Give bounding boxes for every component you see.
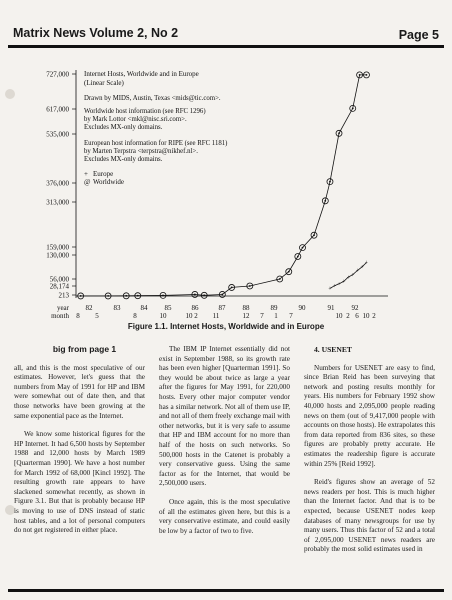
paragraph: Reid's figures show an average of 52 news readers per host. This is much higher than the Internet factor. And that is to be expected, because USENET nodes keep databases of many newsgroups for use by many users. Thus this factor of 52 and a total of 2,095,000 USENET news readers are probably the most solid estimates used in [304,478,435,554]
worldwide-point-center [329,181,331,183]
worldwide-point-center [352,107,354,109]
worldwide-point-center [288,271,290,273]
worldwide-point-center [137,295,139,297]
y-tick-label: 727,000 [46,70,69,79]
worldwide-point-center [366,74,368,76]
worldwide-point-center [302,247,304,249]
worldwide-point-center [359,74,361,76]
worldwide-point-center [313,234,315,236]
chart-note: Excludes MX-only domains. [84,124,163,131]
x-month-label: 6 [355,312,359,320]
europe-point: + [364,260,369,267]
chart-note: Worldwide host information (see RFC 1296) [84,108,206,115]
chart-note: by Mark Lottor <mkl@nisc.sri.com>. [84,116,187,123]
chart-legend [84,170,124,186]
y-tick-label: 28,174 [49,282,69,291]
worldwide-point-center [231,287,233,289]
europe-point: + [328,286,332,293]
host-growth-chart [0,62,452,320]
worldwide-point-center [297,256,299,258]
x-year-label: 92 [351,304,359,312]
paragraph: We know some historical figures for the HP Internet. It had 6,500 hosts by September 1988 and 12,000 hosts by March 1989 [Quarterman 1990]. We have a host number for March 1992 of 68,000 [Kincl 1992]. The resulting growth rate appears to have slackened somewhat recently, as shown in Figure 3.1. But that is probably because HP is moving to use of DNS instead of static host tables, and a lot of personal computers do not get registered in either place. [14,430,145,535]
worldwide-point-center [162,295,164,297]
y-tick-label: 617,000 [46,105,69,114]
x-month-label: 10 [362,312,370,320]
x-month-label: 2 [346,312,350,320]
y-axis [46,70,76,299]
x-year-label: 88 [242,304,250,312]
worldwide-point-center [80,295,82,297]
x-year-label: 83 [113,304,121,312]
chart-subtitle: (Linear Scale) [84,79,124,87]
legend-marker: @ [84,178,91,186]
x-row-label-year: year [56,304,69,312]
legend-marker: + [84,170,88,178]
y-tick-label: 213 [58,291,69,300]
europe-point: + [337,282,341,289]
header-rule [8,45,444,48]
section-heading: 4. USENET [314,345,352,354]
chart-notes [84,70,227,163]
paragraph: all, and this is the most speculative of our estimates. However, let's guess that the numbers from May of 1991 for HP and IBM were somewhat out of date then, and that those networks have been growing at the same exponential pace as the Internet. [14,363,145,420]
newsletter-title: Matrix News Volume 2, No 2 [13,26,179,40]
legend-label: Worldwide [93,178,124,186]
chart-title: Internet Hosts, Worldwide and in Europe [84,70,199,78]
x-month-label: 10 [159,312,167,320]
y-tick-label: 313,000 [46,198,69,207]
y-tick-label: 56,000 [49,275,69,284]
worldwide-point-center [203,294,205,296]
middle-column [159,345,290,536]
x-year-label: 90 [298,304,306,312]
x-month-label: 2 [372,312,376,320]
paragraph: Once again, this is the most speculative of all the estimates given here, but this is a very conservative estimate, and could easily be low by a factor of two to five. [159,497,290,535]
x-year-label: 86 [191,304,199,312]
y-tick-label: 130,000 [46,251,69,260]
paragraph: Numbers for USENET are easy to find, since Brian Reid has been surveying that network and posting results monthly for years. His numbers for February 1992 show 40,000 hosts and 2,095,000 people reading news on them (out of 9,417,000 people with accounts on those hosts). He extrapolates this from data reported from 836 sites, so these figures are probably pretty accurate. He estimates the readership figure is accurate within 25% [Reid 1992]. [304,363,435,468]
x-month-label: 5 [95,312,99,320]
worldwide-point-center [324,200,326,202]
chart-note: by Marten Terpstra <terpstra@nikhef.nl>. [84,148,198,155]
x-year-label: 91 [327,304,335,312]
x-month-label: 1 [274,312,278,320]
y-tick-label: 159,000 [46,243,69,252]
x-year-label: 89 [270,304,278,312]
footer-rule [8,589,444,592]
europe-point: + [360,265,364,272]
x-month-label: 10 [185,312,193,320]
worldwide-point-center [338,132,340,134]
x-year-label: 82 [85,304,93,312]
figure-caption: Figure 1.1. Internet Hosts, Worldwide and in Europe [127,322,325,331]
legend-label: Europe [93,170,114,178]
y-tick-label: 535,000 [46,130,69,139]
worldwide-point-center [194,294,196,296]
x-month-label: 7 [260,312,264,320]
x-year-label: 85 [164,304,172,312]
y-tick-label: 376,000 [46,179,69,188]
x-axis [51,304,376,320]
x-month-label: 11 [212,312,220,320]
x-month-label: 10 [335,312,343,320]
x-month-label: 7 [289,312,293,320]
page-number: Page 5 [398,28,439,42]
worldwide-point-center [125,295,127,297]
worldwide-point-center [107,295,109,297]
europe-point: + [332,283,337,290]
right-column [304,345,435,555]
x-month-label: 2 [194,312,198,320]
europe-point: + [355,268,360,275]
chart-note: Drawn by MIDS, Austin, Texas <mids@tic.com>. [84,95,221,102]
worldwide-point-center [279,278,281,280]
x-year-label: 87 [218,304,226,312]
left-column [14,345,145,536]
worldwide-point-center [221,294,223,296]
europe-point: + [341,279,346,286]
chart-note: European host information for RIPE (see RFC 1181) [84,140,228,147]
x-month-label: 12 [242,312,250,320]
continued-heading: big from page 1 [52,344,117,354]
x-year-label: 84 [140,304,148,312]
worldwide-point-center [249,285,251,287]
paragraph: The IBM IP Internet essentially did not exist in September 1988, so its growth rate has been even higher [Quarterman 1991]. So they would be about twice as large a year after the figures for May 1991, for 220,000 hosts. Every other major computer vendor has a similar network. Not all of them use IP, and not all of them freely exchange mail with other networks, but it is very safe to assume that HP and IBM account for no more than half of the hosts on such networks. So 500,000 hosts in the Catenet is probably a very conservative guess. Using the same factor as for the Internet, that would be 2,500,000 users. [159,345,290,488]
x-month-label: 8 [76,312,80,320]
chart-note: Excludes MX-only domains. [84,156,163,163]
europe-point: + [346,275,351,282]
x-row-label-month: month [51,312,69,320]
x-month-label: 8 [133,312,137,320]
europe-point: + [351,272,355,279]
